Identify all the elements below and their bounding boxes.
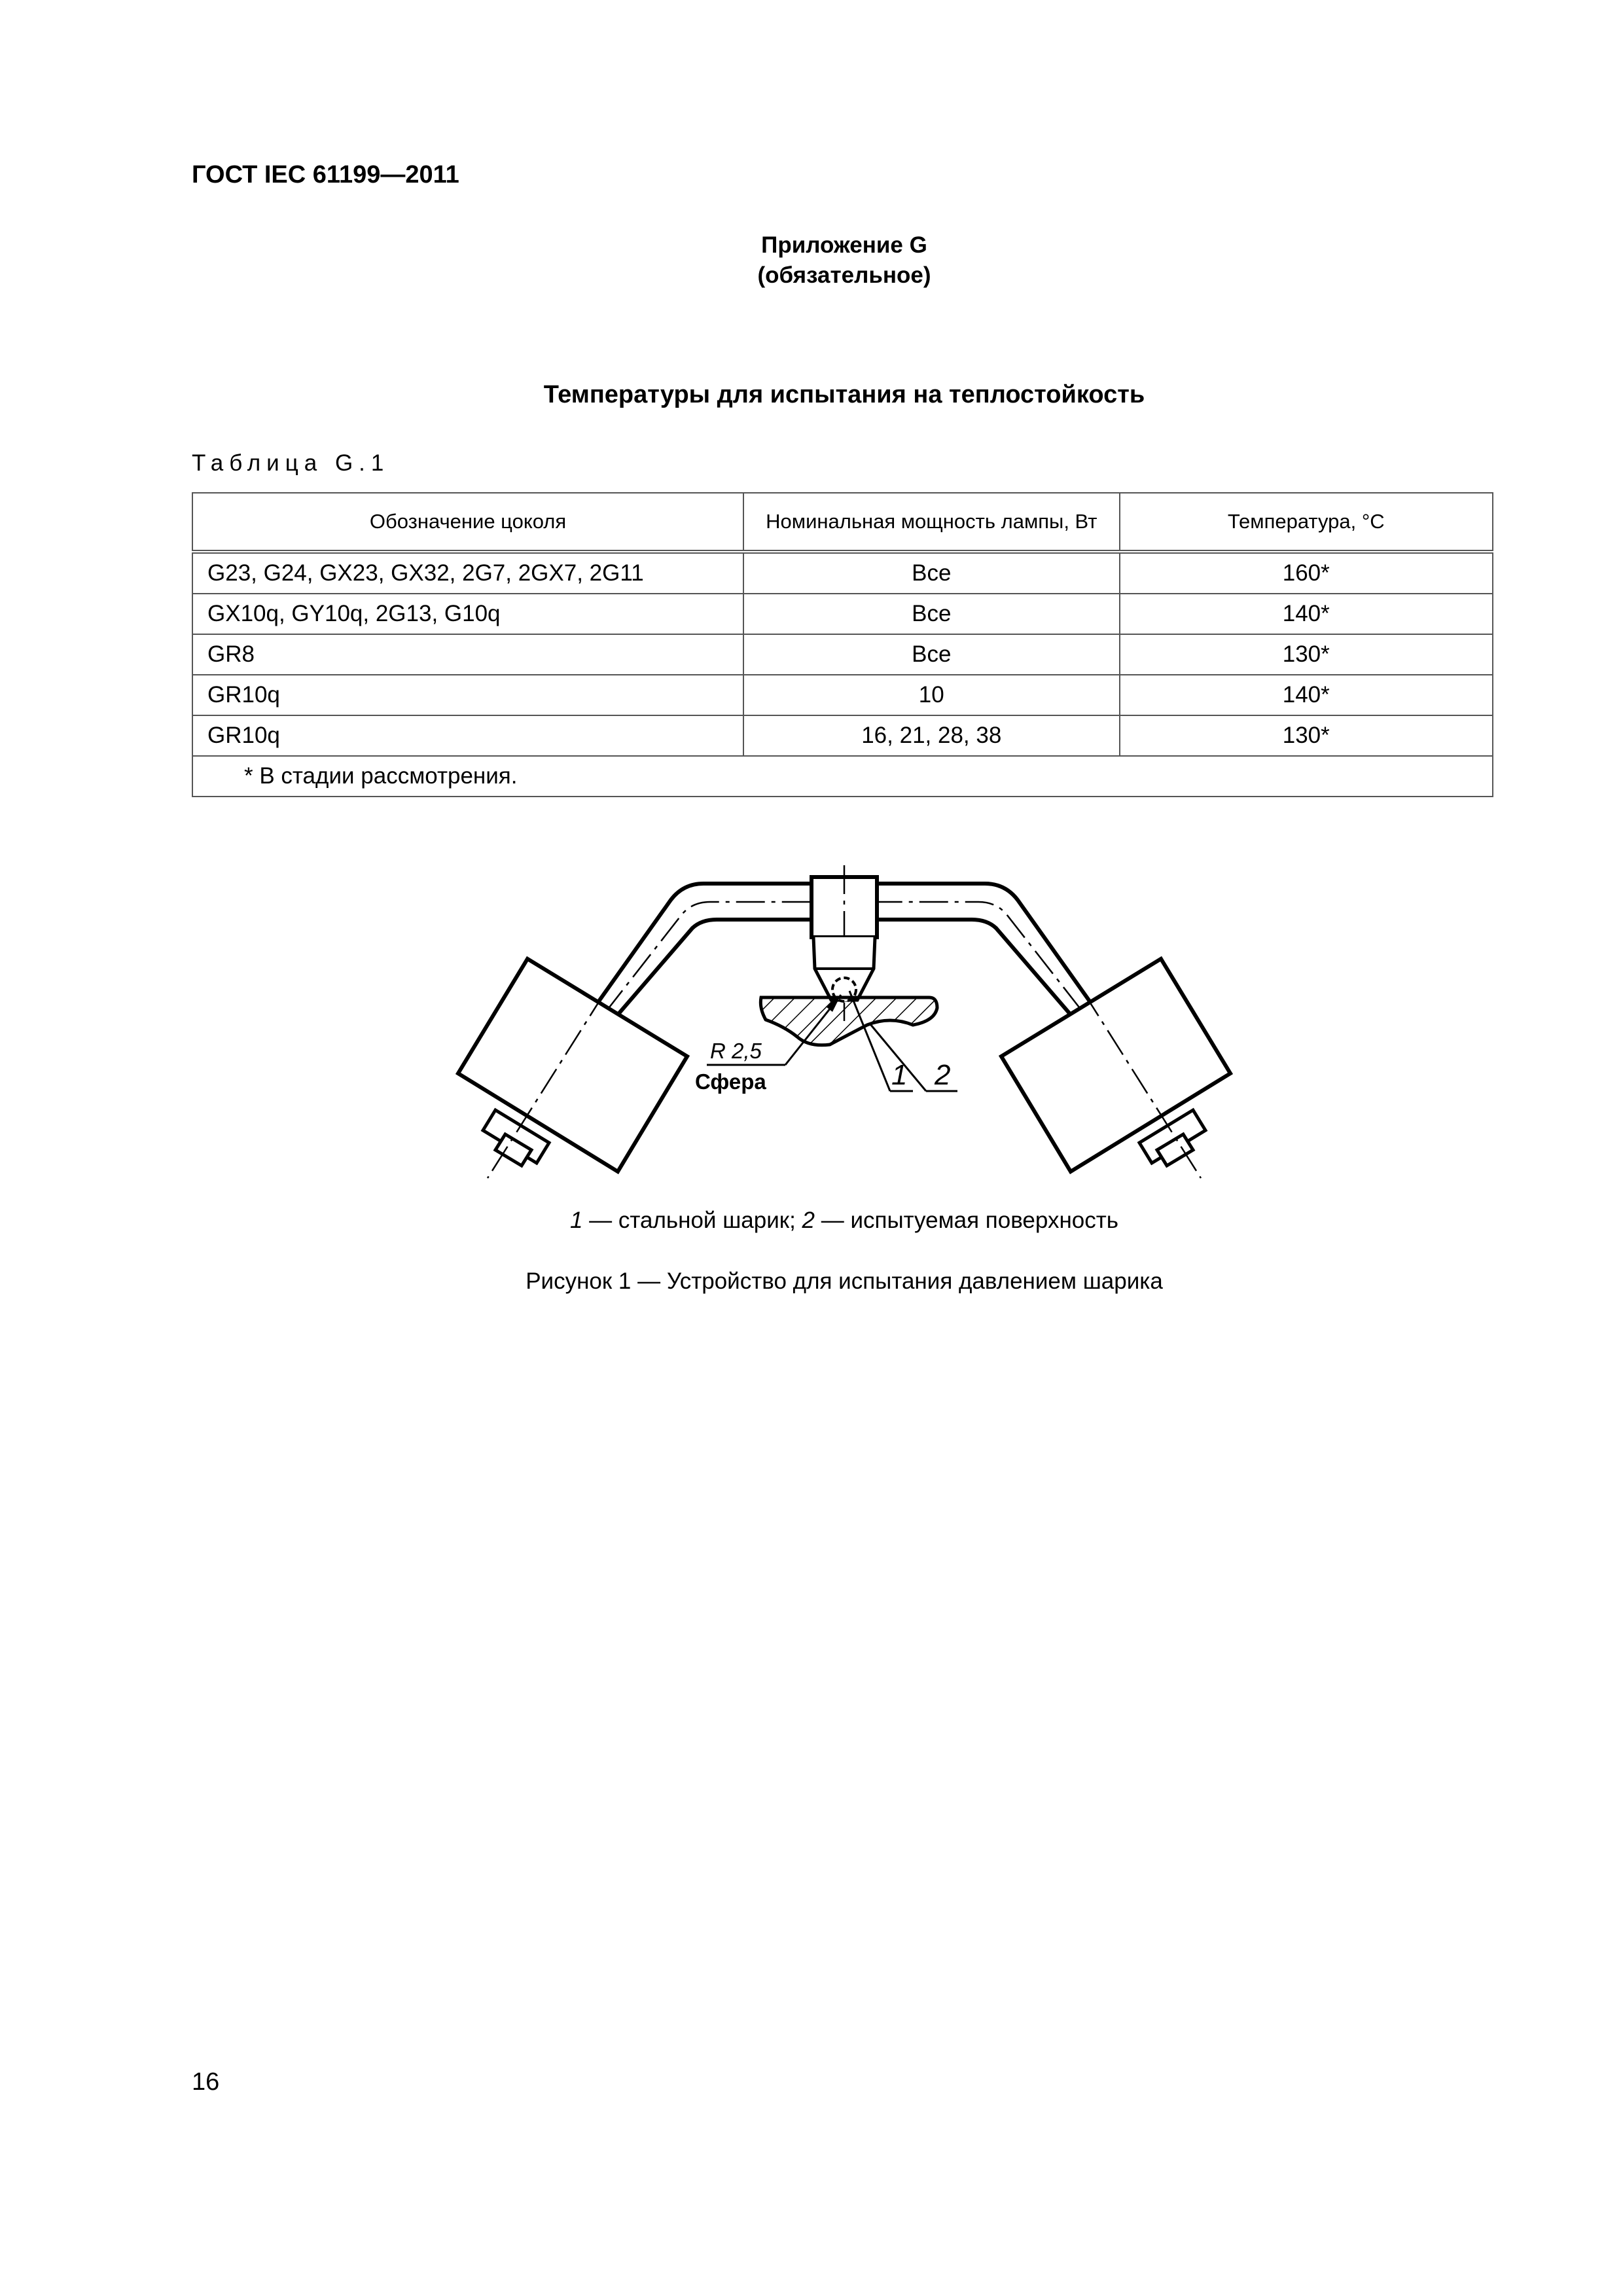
table-cell: 160* — [1120, 552, 1493, 594]
table-row — [192, 675, 1493, 715]
ball-pressure-apparatus-drawing — [445, 857, 1250, 1211]
annex-status: (обязательное) — [757, 262, 931, 288]
legend-text: — испытуемая поверхность — [815, 1208, 1119, 1233]
table-cell: GX10q, GY10q, 2G13, G10q — [192, 594, 743, 634]
table-row — [192, 634, 1493, 675]
table-cell: G23, G24, GX23, GX32, 2G7, 2GX7, 2G11 — [192, 552, 743, 594]
annex-title: Приложение G — [761, 232, 927, 258]
page-number: 16 — [192, 2068, 220, 2096]
column-header: Номинальная мощность лампы, Вт — [743, 493, 1119, 552]
legend-text: — стальной шарик; — [582, 1208, 802, 1233]
table-row — [192, 715, 1493, 756]
column-header: Обозначение цоколя — [192, 493, 743, 552]
table-footnote-row — [192, 756, 1493, 797]
table-cell: 10 — [743, 675, 1119, 715]
table-row — [192, 552, 1493, 594]
table-header-row — [192, 493, 1493, 552]
legend-number: 1 — [569, 1208, 583, 1233]
table-footnote: * В стадии рассмотрения. — [192, 756, 1493, 797]
table-cell: 140* — [1120, 594, 1493, 634]
table-cell: 130* — [1120, 715, 1493, 756]
table-cell: 140* — [1120, 675, 1493, 715]
spec-table — [192, 492, 1493, 797]
table-cell: GR8 — [192, 634, 743, 675]
table-caption: Таблица G.1 — [192, 450, 390, 476]
test-surface — [760, 997, 937, 1045]
radius-label: R 2,5 — [710, 1039, 762, 1063]
column-header: Температура, °С — [1120, 493, 1493, 552]
table-cell: 130* — [1120, 634, 1493, 675]
left-weight — [458, 959, 687, 1178]
table-cell: GR10q — [192, 675, 743, 715]
annex-block — [0, 230, 1623, 291]
figure-caption: Рисунок 1 — Устройство для испытания давлением шарика — [526, 1268, 1163, 1294]
table-cell: 16, 21, 28, 38 — [743, 715, 1119, 756]
figure-legend — [0, 1208, 1623, 1234]
annex-heading: Температуры для испытания на теплостойкость — [543, 381, 1145, 408]
callout-2: 2 — [935, 1059, 951, 1091]
callout-1: 1 — [891, 1059, 908, 1091]
table-cell: GR10q — [192, 715, 743, 756]
legend-number: 2 — [802, 1208, 815, 1233]
table-row — [192, 594, 1493, 634]
sphere-label: Сфера — [695, 1069, 766, 1094]
right-weight — [1001, 959, 1230, 1178]
document-header: ГОСТ IEC 61199—2011 — [192, 161, 459, 188]
table-cell: Все — [743, 594, 1119, 634]
table-cell: Все — [743, 552, 1119, 594]
table-cell: Все — [743, 634, 1119, 675]
